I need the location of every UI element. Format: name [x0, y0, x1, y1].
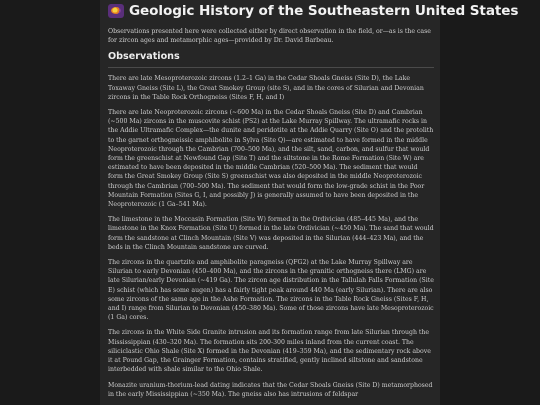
observation-paragraph: Monazite uranium-thorium-lead dating indicates that the Cedar Shoals Gneiss (Site D) metamorphosed in the early Mississippian (~350 Ma). The gneiss also has intrusions of feldspar [108, 381, 433, 398]
document-page [100, 0, 519, 405]
section-divider [108, 67, 434, 68]
section-heading-observations: Observations [108, 51, 180, 63]
observation-paragraph: There are late Neoproterozoic zircons (~600 Ma) in the Cedar Shoals Gneiss (Site D) and Cambrian (~500 Ma) zircons in the muscovite schist (PS2) at the Lake Murray Spillway. The ultramafic rocks in the Addie Ultramafic Complex—the dunite and peridotite at the Addie Quarry (Site O) and the protolith to the garnet orthogneissic amphibolite in Sylva (Site Q)—are estimated to have formed in the middle Neoproterozoic through the Cambrian (700–500 Ma), and the silt, sand, carbon, and sulfur that would form the greenschist at Newfound Gap (Site T) and the siltstone in the Rome Formation (Site W) are estimated to have been deposited in the middle Cambrian (520–500 Ma). The sediment that would form the Great Smokey Group (Site S) greenschist was also deposited in the middle Neoproterozoic through the Cambrian (700–500 Ma). The sediment that would form the low-grade schist in the Poor Mountain Formation (Sites G, I, and possibly J) is generally assumed to have been deposited in the Neoproterozoic (1 Ga–541 Ma). [108, 109, 434, 209]
observation-paragraph: There are late Mesoproterozoic zircons (1.2–1 Ga) in the Cedar Shoals Gneiss (Site D), the Lake Toxaway Gneiss (Site L), the Great Smokey Group (site S), and in the cores of Silurian and Devonian zircons in the Table Rock Orthogneiss (Sites F, H, and I) [108, 75, 424, 101]
observation-paragraph: The limestone in the Moccasin Formation (Site W) formed in the Ordivician (485–445 Ma), and the limestone in the Knox Formation (Site U) formed in the late Ordivician (~450 Ma). The sand that would form the sandstone at Clinch Mountain (Site V) was deposited in the Silurian (444–423 Ma), and the beds in the Clinch Mountain sandstone are curved. [108, 216, 434, 251]
intro-text: Observations presented here were collected either by direct observation in the field, or—as is the case for zircon ages and metamorphic ages—provided by Dr. David Barbeau. [108, 28, 431, 45]
geology-globe-icon [108, 4, 124, 18]
title-row [108, 2, 519, 20]
page-title: Geologic History of the Southeastern United States [129, 3, 519, 19]
document-content [100, 2, 519, 399]
observation-paragraph: The zircons in the White Side Granite intrusion and its formation range from late Silurian through the Mississippian (430–320 Ma). The formation sits 200-300 miles inland from the current coast. The siliciclastic Ohio Shale (Site X) formed in the Devonian (419–359 Ma), and the sedimentary rock above it at Pound Gap, the Grainger Formation, contains stratified, gently inclined siltstone and sandstone interbedded with shale similar to the Ohio Shale. [108, 329, 431, 374]
observation-paragraph: The zircons in the quartzite and amphibolite paragneiss (QFG2) at the Lake Murray Spillway are Silurian to early Devonian (450–400 Ma), and the zircons in the granitic orthogneiss there (LMG) are late Silurian/early Devonian (~419 Ga). The zircon age distribution in the Tallulah Falls Formation (Site E) schist (which has some augen) has a fairly tight peak around 440 Ma (early Silurian). There are also some zircons of the same age in the Ashe Formation. The zircons in the Table Rock Gneiss (Sites F, H, and I) range from Silurian to Devonian (450–380 Ma). Some of those zircons have late Mesoproterozoic (1 Ga) cores. [108, 259, 434, 322]
